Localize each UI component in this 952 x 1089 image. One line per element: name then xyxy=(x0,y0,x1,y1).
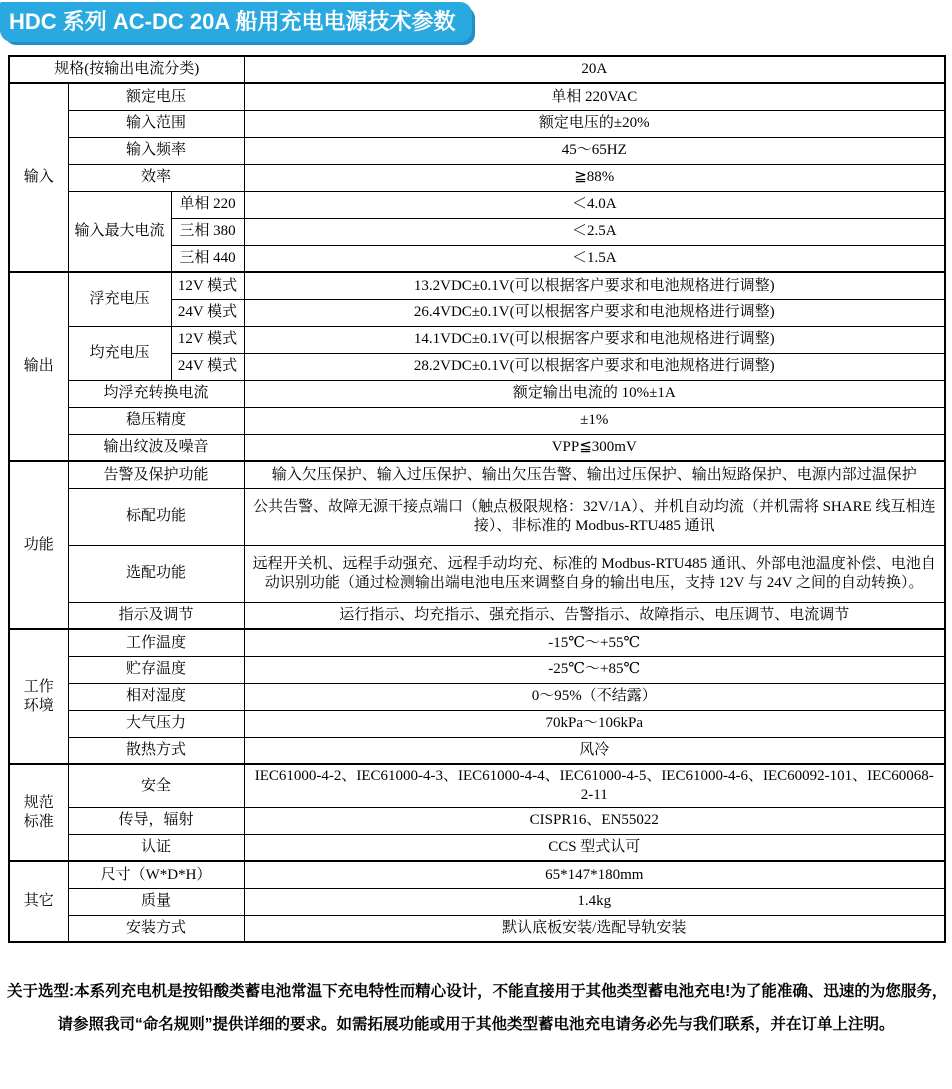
section-label: 其它 xyxy=(9,861,68,942)
param-value: VPP≦300mV xyxy=(244,434,945,461)
table-row xyxy=(9,326,945,353)
param-value: ＜2.5A xyxy=(244,218,945,245)
table-row xyxy=(9,164,945,191)
spec-class-label: 规格(按输出电流分类) xyxy=(9,56,244,83)
param-value: 65*147*180mm xyxy=(244,861,945,888)
param-label: 选配功能 xyxy=(68,545,244,602)
section-label: 输入 xyxy=(9,83,68,272)
param-label: 稳压精度 xyxy=(68,407,244,434)
table-row xyxy=(9,407,945,434)
table-row xyxy=(9,461,945,488)
param-label: 浮充电压 xyxy=(68,272,171,326)
param-value: 默认底板安装/选配导轨安装 xyxy=(244,915,945,942)
param-value: 13.2VDC±0.1V(可以根据客户要求和电池规格进行调整) xyxy=(244,272,945,299)
mode-label: 24V 模式 xyxy=(171,353,244,380)
param-label: 安全 xyxy=(68,764,244,807)
param-label: 认证 xyxy=(68,834,244,861)
param-value: 单相 220VAC xyxy=(244,83,945,110)
mode-label: 24V 模式 xyxy=(171,299,244,326)
section-label: 规范 标准 xyxy=(9,764,68,861)
param-value: 0～95%（不结露） xyxy=(244,683,945,710)
param-value: 28.2VDC±0.1V(可以根据客户要求和电池规格进行调整) xyxy=(244,353,945,380)
page-title: HDC 系列 AC-DC 20A 船用充电电源技术参数 xyxy=(0,2,472,42)
param-label: 均浮充转换电流 xyxy=(68,380,244,407)
table-row xyxy=(9,83,945,110)
param-value: 14.1VDC±0.1V(可以根据客户要求和电池规格进行调整) xyxy=(244,326,945,353)
param-label: 输入范围 xyxy=(68,110,244,137)
param-label: 均充电压 xyxy=(68,326,171,380)
table-row xyxy=(9,656,945,683)
param-value: 输入欠压保护、输入过压保护、输出欠压告警、输出过压保护、输出短路保护、电源内部过温保护 xyxy=(244,461,945,488)
param-label: 额定电压 xyxy=(68,83,244,110)
param-value: 远程开关机、远程手动强充、远程手动均充、标准的 Modbus-RTU485 通讯、外部电池温度补偿、电池自动识别功能（通过检测输出端电池电压来调整自身的输出电压，支持 12V 与 24V 之间的自动转换）。 xyxy=(244,545,945,602)
table-row xyxy=(9,110,945,137)
param-label: 质量 xyxy=(68,888,244,915)
param-label: 尺寸（W*D*H） xyxy=(68,861,244,888)
param-value: CCS 型式认可 xyxy=(244,834,945,861)
param-label: 散热方式 xyxy=(68,737,244,764)
param-value: ±1% xyxy=(244,407,945,434)
param-value: 额定输出电流的 10%±1A xyxy=(244,380,945,407)
param-label: 传导，辐射 xyxy=(68,807,244,834)
param-value: 公共告警、故障无源干接点端口（触点极限规格：32V/1A）、并机自动均流（并机需将 SHARE 线互相连接）、非标准的 Modbus-RTU485 通讯 xyxy=(244,488,945,545)
table-row xyxy=(9,56,945,83)
param-value: 70kPa～106kPa xyxy=(244,710,945,737)
param-value: ≧88% xyxy=(244,164,945,191)
table-row xyxy=(9,737,945,764)
param-value: ＜1.5A xyxy=(244,245,945,272)
section-label: 功能 xyxy=(9,461,68,629)
table-row xyxy=(9,602,945,629)
spec-table xyxy=(8,55,946,943)
param-label: 效率 xyxy=(68,164,244,191)
param-value: 1.4kg xyxy=(244,888,945,915)
mode-label: 三相 440 xyxy=(171,245,244,272)
param-label: 输入频率 xyxy=(68,137,244,164)
mode-label: 三相 380 xyxy=(171,218,244,245)
table-row xyxy=(9,807,945,834)
table-row xyxy=(9,629,945,656)
param-label: 指示及调节 xyxy=(68,602,244,629)
param-value: 45～65HZ xyxy=(244,137,945,164)
table-row xyxy=(9,488,945,545)
mode-label: 12V 模式 xyxy=(171,326,244,353)
param-value: IEC61000-4-2、IEC61000-4-3、IEC61000-4-4、IEC61000-4-5、IEC61000-4-6、IEC60092-101、IEC60068-2-11 xyxy=(244,764,945,807)
param-label: 安装方式 xyxy=(68,915,244,942)
spec-class-value: 20A xyxy=(244,56,945,83)
table-row xyxy=(9,545,945,602)
table-row xyxy=(9,834,945,861)
param-label: 输出纹波及噪音 xyxy=(68,434,244,461)
param-value: -15℃～+55℃ xyxy=(244,629,945,656)
param-label: 输入最大电流 xyxy=(68,191,171,272)
param-value: -25℃～+85℃ xyxy=(244,656,945,683)
section-label: 工作 环境 xyxy=(9,629,68,764)
table-row xyxy=(9,380,945,407)
param-value: 运行指示、均充指示、强充指示、告警指示、故障指示、电压调节、电流调节 xyxy=(244,602,945,629)
param-value: 26.4VDC±0.1V(可以根据客户要求和电池规格进行调整) xyxy=(244,299,945,326)
param-label: 大气压力 xyxy=(68,710,244,737)
table-row xyxy=(9,861,945,888)
param-label: 告警及保护功能 xyxy=(68,461,244,488)
table-row xyxy=(9,272,945,299)
table-row xyxy=(9,434,945,461)
param-value: CISPR16、EN55022 xyxy=(244,807,945,834)
spec-table-body xyxy=(9,56,945,942)
param-value: 额定电压的±20% xyxy=(244,110,945,137)
table-row xyxy=(9,915,945,942)
param-value: 风冷 xyxy=(244,737,945,764)
table-row xyxy=(9,683,945,710)
table-row xyxy=(9,191,945,218)
param-label: 相对湿度 xyxy=(68,683,244,710)
table-row xyxy=(9,764,945,807)
selection-note-line2: 请参照我司“命名规则”提供详细的要求。如需拓展功能或用于其他类型蓄电池充电请务必先与我们联系，并在订单上注明。 xyxy=(57,1016,895,1034)
param-label: 工作温度 xyxy=(68,629,244,656)
mode-label: 12V 模式 xyxy=(171,272,244,299)
mode-label: 单相 220 xyxy=(171,191,244,218)
param-value: ＜4.0A xyxy=(244,191,945,218)
selection-note xyxy=(0,979,952,1034)
table-row xyxy=(9,888,945,915)
table-row xyxy=(9,710,945,737)
param-label: 标配功能 xyxy=(68,488,244,545)
param-label: 贮存温度 xyxy=(68,656,244,683)
table-row xyxy=(9,137,945,164)
section-label: 输出 xyxy=(9,272,68,461)
selection-note-line1: 关于选型:本系列充电机是按铅酸类蓄电池常温下充电特性而精心设计，不能直接用于其他类型蓄电池充电!为了能准确、迅速的为您服务， xyxy=(7,983,948,1001)
